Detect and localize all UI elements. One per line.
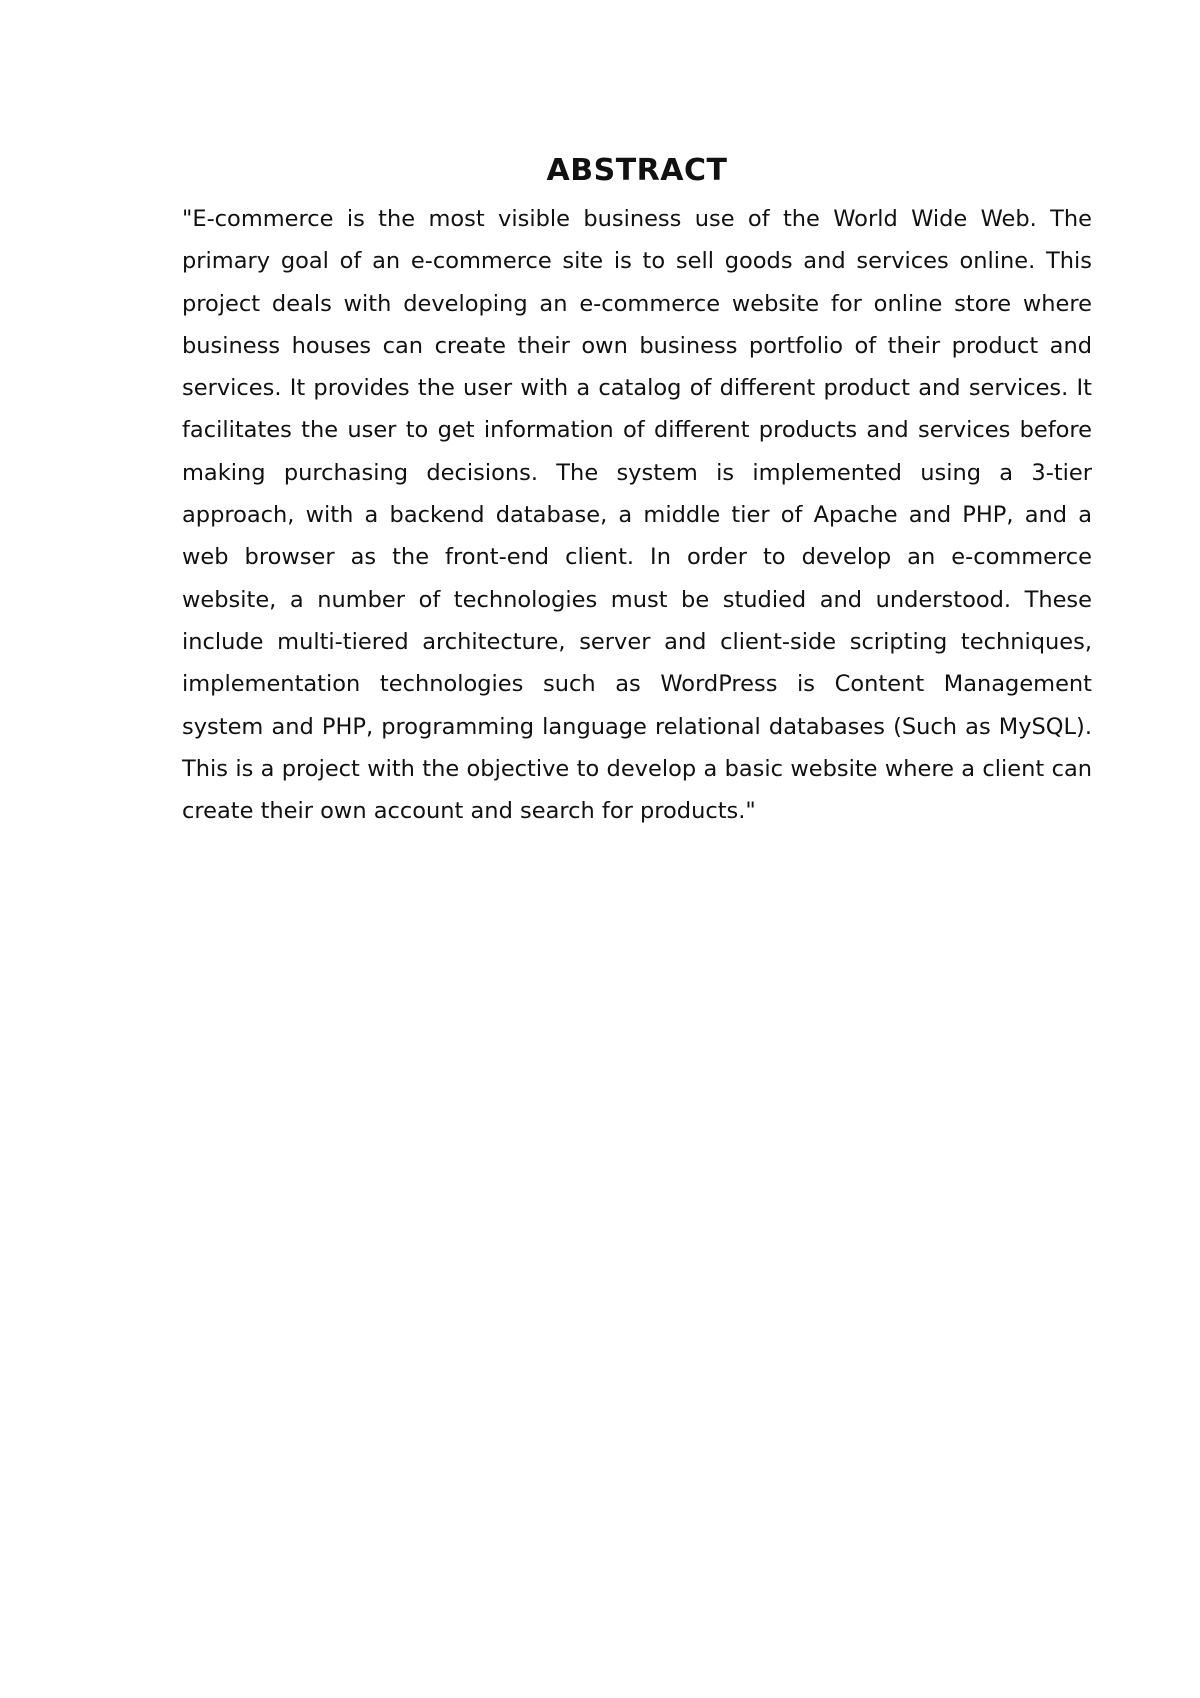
abstract-paragraph: "E-commerce is the most visible business use of the World Wide Web. The primary goal of an e-commerce site is to sell goods and services online. This project deals with developing an e-commerce website for online store where business houses can create their own business portfolio of their product and services. It provides the user with a catalog of different product and services. It facilitates the user to get information of different products and services before making purchasing decisions. The system is implemented using a 3-tier approach, with a backend database, a middle tier of Apache and PHP, and a web browser as the front-end client. In order to develop an e-commerce website, a number of technologies must be studied and understood. These include multi-tiered architecture, server and client-side scripting techniques, implementation technologies such as WordPress is Content Management system and PHP, programming language relational databases (Such as MySQL). This is a project with the objective to develop a basic website where a client can create their own account and search for products." bbox=[182, 206, 1092, 825]
abstract-section bbox=[182, 150, 1092, 832]
abstract-heading: ABSTRACT bbox=[546, 153, 728, 188]
